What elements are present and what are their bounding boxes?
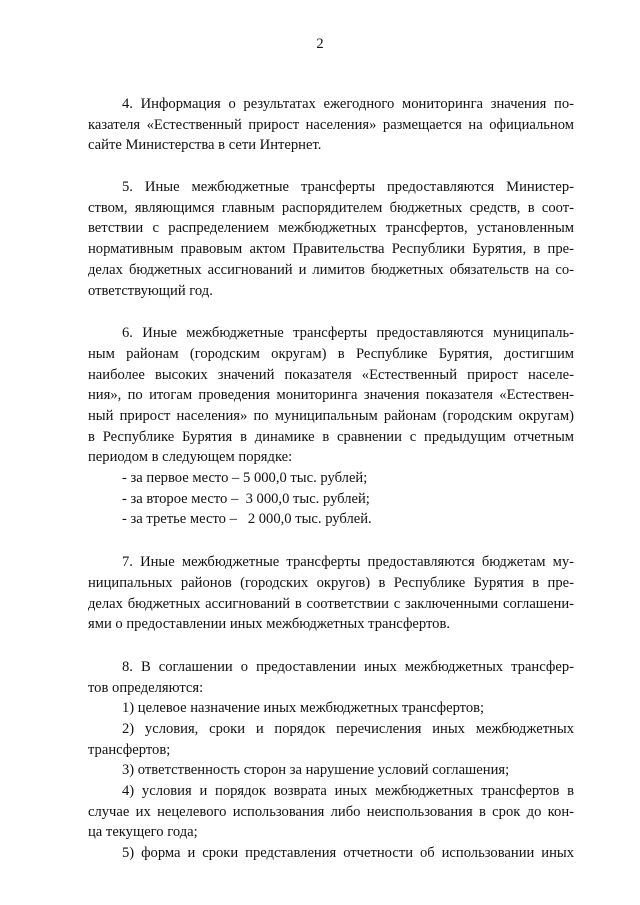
paragraph-line: казателя «Естественный прирост населения» размещается на официальном — [88, 116, 574, 133]
paragraph-line: 6. Иные межбюджетные трансферты предоставляются муниципаль- — [122, 325, 574, 342]
paragraph-line: делах бюджетных ассигнований в соответствии с заключенными соглашени- — [88, 595, 574, 612]
list-item-continuation: ца текущего года; — [88, 824, 198, 841]
paragraph-6 — [88, 323, 574, 530]
list-item: 5) форма и сроки представления отчетности об использовании иных — [122, 845, 574, 862]
paragraph-line: сайте Министерства в сети Интернет. — [88, 137, 322, 154]
list-item: 3) ответственность сторон за нарушение условий соглашения; — [122, 762, 510, 779]
list-item: 4) условия и порядок возврата иных межбюджетных трансфертов в — [122, 783, 574, 800]
paragraph-line: ным районам (городским округам) в Республике Бурятия, достигшим — [88, 345, 574, 362]
list-item-continuation: случае их нецелевого использования либо неиспользования в срок до кон- — [88, 803, 574, 820]
list-item: - за третье место – 2 000,0 тыс. рублей. — [122, 511, 372, 528]
paragraph-line: ями о предоставлении иных межбюджетных трансфертов. — [88, 616, 451, 633]
document-body — [88, 94, 574, 864]
paragraph-5 — [88, 177, 574, 301]
paragraph-line: 4. Информация о результатах ежегодного мониторинга значения по- — [122, 96, 574, 112]
paragraph-line: ниципальных районов (городских округов) в Республике Бурятия в пре- — [88, 574, 574, 591]
list-item: 1) целевое назначение иных межбюджетных трансфертов; — [122, 700, 485, 717]
paragraph-line: наиболее высоких значений показателя «Естественный прирост населе- — [88, 366, 574, 383]
list-item-continuation: трансфертов; — [88, 741, 171, 758]
list-item: 2) условия, сроки и порядок перечисления иных межбюджетных — [122, 721, 574, 738]
paragraph-line: ный прирост населения» по муниципальным районам (городским округам) — [88, 407, 574, 424]
paragraph-line: 5. Иные межбюджетные трансферты предоставляются Министер- — [122, 179, 574, 196]
paragraph-line: в Республике Бурятия в динамике в сравнении с предыдущим отчетным — [88, 428, 574, 445]
paragraph-line: 7. Иные межбюджетные трансферты предоставляются бюджетам му- — [122, 554, 574, 571]
page-number: 2 — [316, 36, 324, 52]
paragraph-line: ством, являющимся главным распорядителем бюджетных средств, в соот- — [88, 199, 574, 216]
paragraph-line: 8. В соглашении о предоставлении иных межбюджетных трансфер- — [122, 658, 574, 675]
paragraph-line: периодом в следующем порядке: — [88, 449, 293, 466]
paragraph-7 — [88, 552, 574, 635]
paragraph-line: ответствующий год. — [88, 282, 213, 299]
list-item: - за второе место – 3 000,0 тыс. рублей; — [122, 490, 370, 507]
paragraph-8 — [88, 657, 574, 864]
paragraph-line: нормативным правовым актом Правительства Республики Бурятия, в пре- — [88, 241, 574, 258]
paragraph-line: ветствии с распределением межбюджетных трансфертов, установленным — [88, 220, 574, 237]
paragraph-line: ния», по итогам проведения мониторинга значения показателя «Естествен- — [88, 387, 574, 404]
paragraph-line: тов определяются: — [88, 679, 204, 696]
list-item: - за первое место – 5 000,0 тыс. рублей; — [122, 470, 368, 487]
paragraph-4 — [88, 94, 574, 156]
paragraph-line: делах бюджетных ассигнований и лимитов бюджетных обязательств на со- — [88, 261, 574, 278]
